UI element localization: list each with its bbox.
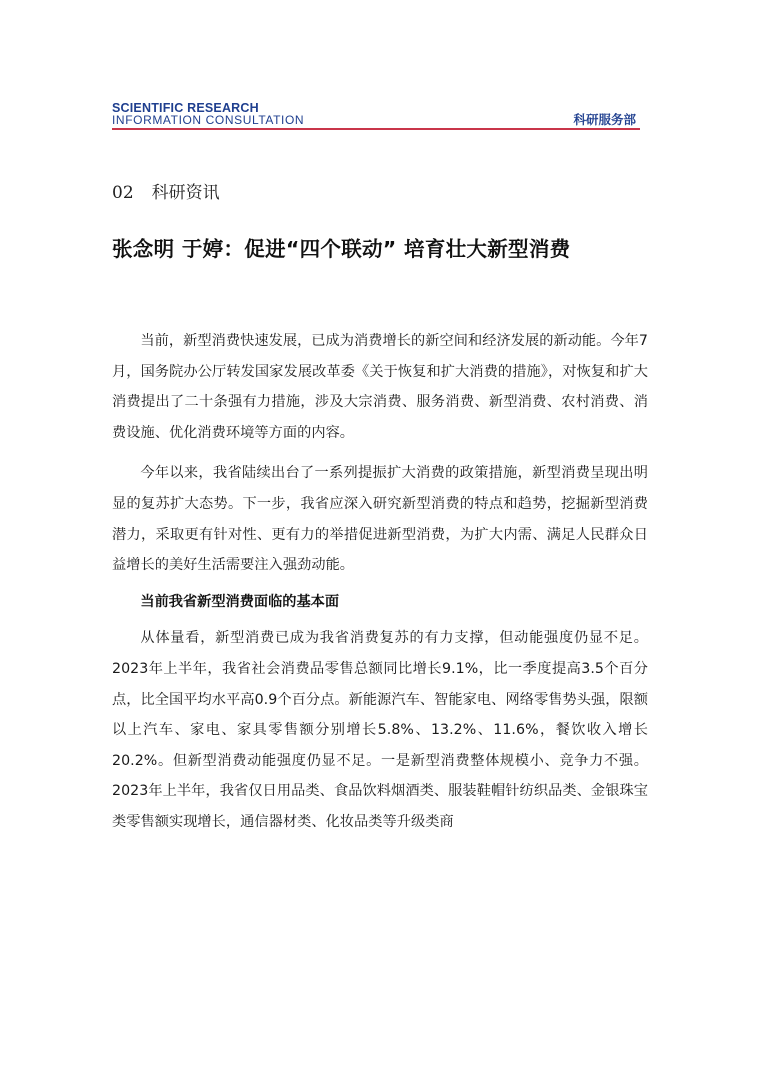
page-header (112, 98, 640, 132)
article-title: 张念明 于婷：促进“四个联动” 培育壮大新型消费 (112, 237, 571, 261)
section-heading (112, 178, 220, 203)
section-name: 科研资讯 (151, 183, 220, 203)
paragraph-3: 从体量看，新型消费已成为我省消费复苏的有力支撑，但动能强度仍显不足。2023年上半年，我省社会消费品零售总额同比增长9.1%，比一季度提高3.5个百分点，比全国平均水平高0.9个百分点。新能源汽车、智能家电、网络零售势头强，限额以上汽车、家电、家具零售额分别增长5.8%、13.2%、11.6%，餐饮收入增长20.2%。但新型消费动能强度仍显不足。一是新型消费整体规模小、竞争力不强。2023年上半年，我省仅日用品类、食品饮料烟酒类、服装鞋帽针纺织品类、金银珠宝类零售额实现增长，通信器材类、化妆品类等升级类商 (112, 630, 648, 830)
brand-name-line2: INFORMATION CONSULTATION (112, 113, 305, 127)
article-body (112, 326, 648, 838)
paragraph-2: 今年以来，我省陆续出台了一系列提振扩大消费的政策措施，新型消费呈现出明显的复苏扩大态势。下一步，我省应深入研究新型消费的特点和趋势，挖掘新型消费潜力，采取更有针对性、更有力的举措促进新型消费，为扩大内需、满足人民群众日益增长的美好生活需要注入强劲动能。 (112, 465, 648, 574)
header-divider (112, 128, 640, 130)
department-label: 科研服务部 (573, 112, 636, 127)
paragraph-1: 当前，新型消费快速发展，已成为消费增长的新空间和经济发展的新动能。今年7月，国务院办公厅转发国家发展改革委《关于恢复和扩大消费的措施》，对恢复和扩大消费提出了二十条强有力措施，涉及大宗消费、服务消费、新型消费、农村消费、消费设施、优化消费环境等方面的内容。 (112, 333, 648, 441)
subheading: 当前我省新型消费面临的基本面 (140, 593, 340, 610)
section-number: 02 (112, 183, 134, 203)
brand-name-line1: SCIENTIFIC RESEARCH (112, 101, 259, 115)
